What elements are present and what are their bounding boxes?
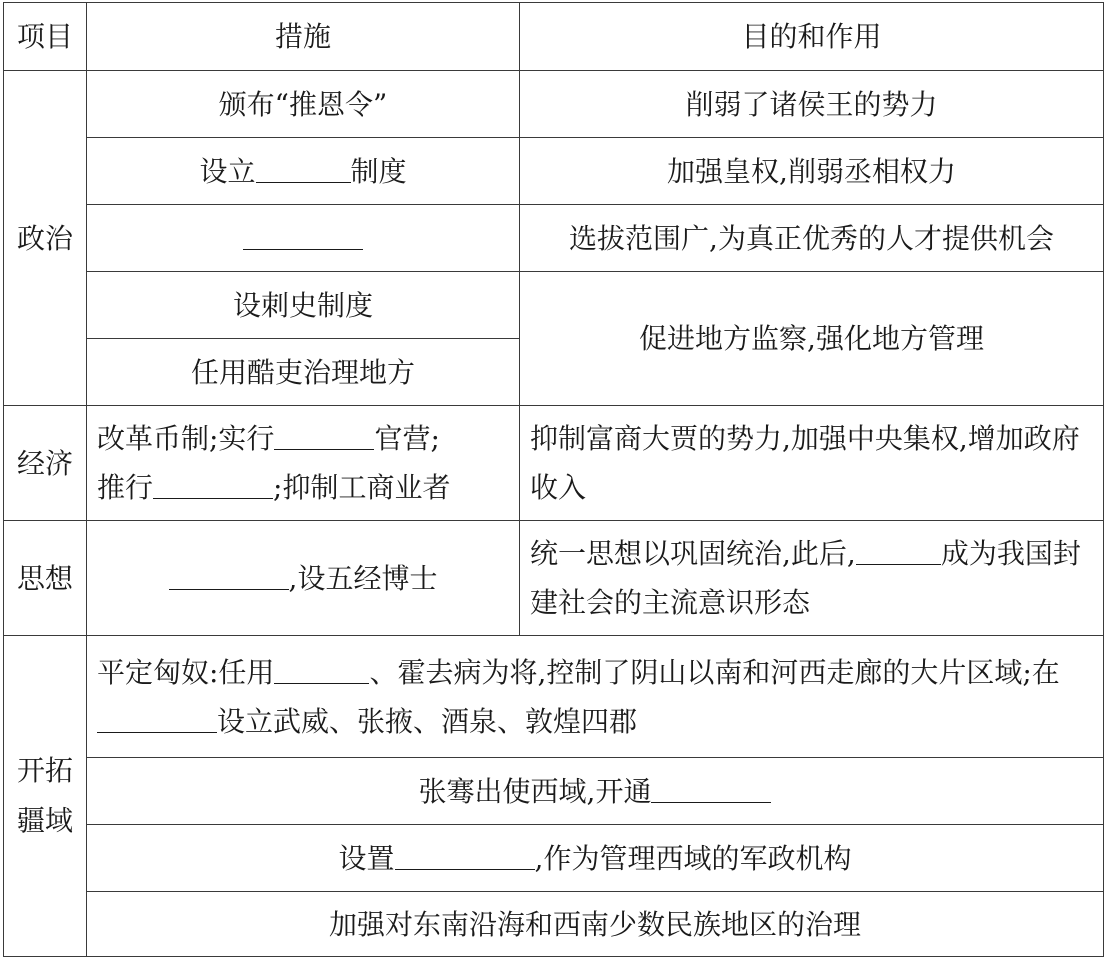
thought-purpose [520,521,1104,636]
thought-purpose-pre: 统一思想以巩固统治,此后, [530,537,856,570]
politics-purpose-4: 促进地方监察,强化地方管理 [520,272,1104,406]
thought-measure [87,521,520,636]
economy-row [4,406,1104,521]
header-row [4,3,1104,71]
politics-measure-4: 设刺史制度 [87,272,520,339]
politics-row-3 [4,205,1104,272]
economy-measure-c: 推行 [97,471,154,504]
territory-measure-1 [87,636,1104,758]
fill-blank-5 [153,468,273,499]
economy-label: 经济 [4,406,87,521]
politics-measure-3 [87,205,520,272]
economy-measure-a: 改革币制;实行 [97,422,275,455]
territory-row-3 [4,825,1104,892]
thought-purpose-post: 成为我国封建社会的主流意识形态 [530,537,1081,619]
territory-row3-post: ,作为管理西域的军政机构 [534,841,852,875]
measures-table [3,2,1104,957]
fill-blank-2 [256,152,351,183]
thought-label: 思想 [4,521,87,636]
fill-blank-11 [395,839,535,870]
politics-measure-2-pre: 设立 [199,154,256,188]
thought-row [4,521,1104,636]
politics-row-4 [4,272,1104,339]
fill-blank-9 [97,702,217,733]
politics-measure-2-post: 制度 [350,154,407,188]
territory-row-1 [4,636,1104,758]
territory-row2-pre: 张骞出使西域,开通 [418,774,652,808]
fill-blank-8 [274,653,369,684]
politics-purpose-3: 选拔范围广,为真正优秀的人才提供机会 [520,205,1104,272]
thought-measure-post: ,设五经博士 [288,561,438,595]
politics-purpose-1: 削弱了诸侯王的势力 [520,71,1104,138]
territory-row1-c: 设立武威、张掖、酒泉、敦煌四郡 [217,704,638,738]
header-measure: 措施 [87,3,520,71]
territory-row-4 [4,892,1104,957]
header-purpose: 目的和作用 [520,3,1104,71]
territory-measure-3 [87,825,1104,892]
economy-measure-d: ;抑制工商业者 [273,471,451,504]
territory-measure-4: 加强对东南沿海和西南少数民族地区的治理 [87,892,1104,957]
politics-measure-1: 颁布“推恩令” [87,71,520,138]
fill-blank-10 [651,772,771,803]
politics-purpose-2: 加强皇权,削弱丞相权力 [520,138,1104,205]
territory-measure-2 [87,758,1104,825]
fill-blank-6 [169,559,289,590]
politics-label: 政治 [4,71,87,406]
politics-measure-2 [87,138,520,205]
economy-measure-b: 官营; [374,422,440,455]
politics-measure-5: 任用酷吏治理地方 [87,339,520,406]
fill-blank-4 [274,419,374,450]
territory-label: 开拓疆域 [4,636,87,957]
economy-purpose: 抑制富商大贾的势力,加强中央集权,增加政府收入 [520,406,1104,521]
fill-blank-7 [856,534,941,565]
fill-blank-3 [243,219,363,250]
territory-row1-b: 、霍去病为将,控制了阴山以南和河西走廊的大片区域;在 [369,655,1060,689]
politics-row-1 [4,71,1104,138]
politics-row-2 [4,138,1104,205]
territory-row3-pre: 设置 [338,841,395,875]
territory-row-2 [4,758,1104,825]
economy-measure [87,406,520,521]
territory-row1-a: 平定匈奴:任用 [97,655,275,689]
header-item: 项目 [4,3,87,71]
